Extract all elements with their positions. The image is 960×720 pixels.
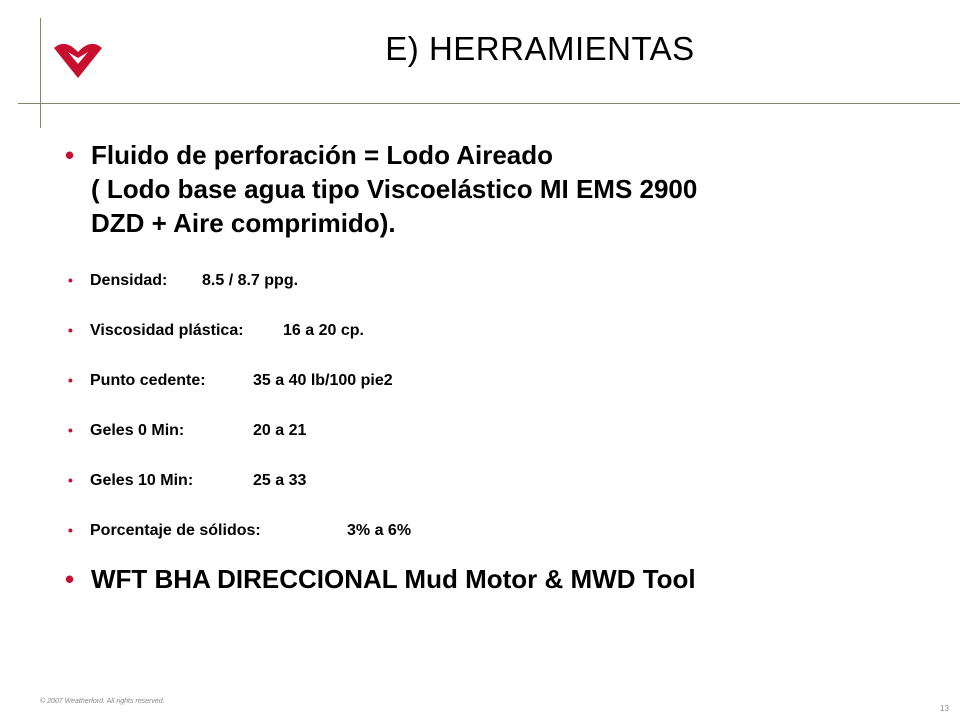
main-bullet-line-3: DZD + Aire comprimido). xyxy=(91,208,396,238)
main-bullet-line-1: Fluido de perforación = Lodo Aireado xyxy=(91,140,554,170)
property-label: Porcentaje de sólidos: xyxy=(90,522,261,539)
property-label: Densidad: xyxy=(90,272,168,289)
property-value: 16 a 20 cp. xyxy=(283,322,364,339)
weatherford-logo-icon xyxy=(52,38,104,80)
vertical-rule xyxy=(40,18,41,128)
bullet-dot: • xyxy=(65,140,75,170)
slide-title: E) HERRAMIENTAS xyxy=(385,30,695,67)
property-label: Geles 0 Min: xyxy=(90,422,185,439)
page-number: 13 xyxy=(940,704,949,713)
property-value: 8.5 / 8.7 ppg. xyxy=(202,272,299,289)
bullet-dot: • xyxy=(65,564,75,594)
main-bullet-line-2: ( Lodo base agua tipo Viscoelástico MI EMS 2900 xyxy=(91,174,698,204)
property-value: 20 a 21 xyxy=(253,422,307,439)
property-label: Geles 10 Min: xyxy=(90,472,194,489)
property-label: Viscosidad plástica: xyxy=(90,322,244,339)
bha-bullet-text: WFT BHA DIRECCIONAL Mud Motor & MWD Tool xyxy=(91,564,696,594)
property-label: Punto cedente: xyxy=(90,372,206,389)
copyright-notice: © 2007 Weatherford. All rights reserved. xyxy=(40,698,165,705)
property-value: 25 a 33 xyxy=(253,472,307,489)
property-value: 35 a 40 lb/100 pie2 xyxy=(253,372,393,389)
horizontal-rule xyxy=(18,103,960,104)
property-value: 3% a 6% xyxy=(347,522,412,539)
